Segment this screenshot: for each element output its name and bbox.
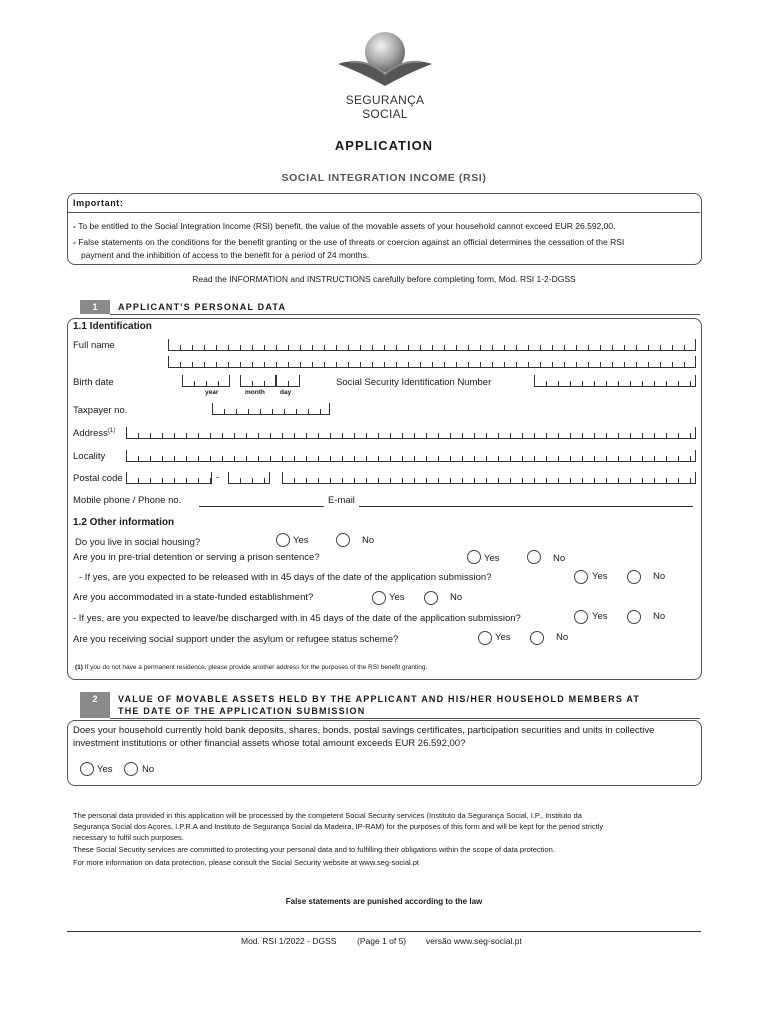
prison-no-radio[interactable] — [527, 550, 541, 564]
question-social-housing: Do you live in social housing? — [75, 537, 201, 548]
assets-yes-label: Yes — [97, 764, 113, 775]
assets-no-radio[interactable] — [124, 762, 138, 776]
taxpayer-field[interactable] — [212, 403, 330, 415]
postal-code-field-2[interactable] — [228, 472, 270, 484]
important-item-1: - To be entitled to the Social Integration Income (RSI) benefit, the value of the movable assets of your household cannot exceed EUR 26.592,00. — [73, 221, 616, 231]
email-label: E-mail — [328, 495, 355, 506]
footer-rule — [67, 931, 701, 932]
section-2-question-line2: investment institutions or other financial assets whose total amount exceeds EUR 26.592,00? — [73, 738, 466, 749]
asylum-no-radio[interactable] — [530, 631, 544, 645]
email-field[interactable] — [359, 506, 693, 507]
address-label: Address$^{(1)}$ — [73, 428, 116, 440]
page-subtitle: SOCIAL INTEGRATION INCOME (RSI) — [281, 172, 487, 184]
birth-date-label: Birth date — [73, 377, 114, 388]
page-title: APPLICATION — [334, 138, 434, 153]
important-divider — [68, 212, 700, 213]
prison-yes-label: Yes — [484, 553, 500, 564]
postal-code-label: Postal code — [73, 473, 123, 484]
ssn-field[interactable] — [534, 375, 696, 387]
section-2-top-line — [110, 718, 700, 719]
question-asylum: Are you receiving social support under the asylum or refugee status scheme? — [73, 634, 399, 645]
full-name-field-line1[interactable] — [168, 339, 696, 351]
question-state-establishment: Are you accommodated in a state-funded establishment? — [73, 592, 314, 603]
asylum-yes-label: Yes — [495, 632, 511, 643]
privacy-paragraph-1 — [73, 810, 703, 843]
full-name-label: Full name — [73, 340, 115, 351]
privacy-line-3: necessary to fulfil such purposes. — [73, 833, 184, 842]
release-yes-label: Yes — [592, 571, 608, 582]
social-housing-no-label: No — [362, 535, 375, 546]
mobile-label: Mobile phone / Phone no. — [73, 495, 182, 506]
assets-no-label: No — [142, 764, 155, 775]
postal-code-dash: - — [216, 472, 220, 483]
taxpayer-label: Taxpayer no. — [73, 405, 128, 416]
privacy-line-2: Segurança Social dos Açores, I.P.R.A and Instituto de Segurança Social da Madeira, IP-RAM) for the purposes of this form and will be kept for the period strictly — [73, 822, 604, 831]
false-statements-note: False statements are punished according to the law — [285, 897, 483, 906]
logo-emblem — [330, 28, 440, 90]
footer-version: versão www.seg-social.pt — [426, 936, 522, 946]
section-2-number: 2 — [80, 692, 110, 718]
important-item-2: - False statements on the conditions for the benefit granting or the use of threats or coercion against an official determines the cessation of the RSI — [73, 237, 625, 247]
release-no-label: No — [653, 571, 666, 582]
month-caption: month — [245, 389, 265, 396]
prison-no-label: No — [553, 553, 566, 564]
postal-locality-field[interactable] — [282, 472, 696, 484]
release-no-radio[interactable] — [627, 570, 641, 584]
mobile-field[interactable] — [199, 506, 324, 507]
privacy-paragraph-2: These Social Security services are committed to protecting your personal data and to fulfilling their obligations within the scope of data protection. — [73, 845, 555, 854]
discharge-yes-label: Yes — [592, 611, 608, 622]
year-caption: year — [205, 389, 219, 396]
locality-label: Locality — [73, 451, 106, 462]
social-housing-yes-radio[interactable] — [276, 533, 290, 547]
question-discharge: - If yes, are you expected to leave/be discharged with in 45 days of the date of the application submission? — [73, 613, 521, 624]
section-1-number: 1 — [80, 300, 110, 314]
logo — [330, 28, 440, 121]
social-housing-yes-label: Yes — [293, 535, 309, 546]
birth-year-field[interactable] — [182, 375, 230, 387]
birth-month-field[interactable] — [240, 375, 276, 387]
day-caption: day — [280, 389, 292, 396]
postal-code-field-1[interactable] — [126, 472, 212, 484]
state-establishment-yes-label: Yes — [389, 592, 405, 603]
logo-text: SEGURANÇA SOCIAL — [345, 93, 425, 121]
social-housing-no-radio[interactable] — [336, 533, 350, 547]
important-item-2-cont: payment and the inhibition of access to the benefit for a period of 24 months. — [81, 250, 370, 260]
read-note: Read the INFORMATION and INSTRUCTIONS carefully before completing form, Mod. RSI 1-2-DGSS — [192, 274, 576, 284]
state-establishment-no-radio[interactable] — [424, 591, 438, 605]
identification-heading: 1.1 Identification — [73, 321, 152, 332]
ssn-label: Social Security Identification Number — [336, 377, 492, 388]
locality-field[interactable] — [126, 450, 696, 462]
footer-page: (Page 1 of 5) — [357, 936, 407, 946]
prison-yes-radio[interactable] — [467, 550, 481, 564]
section-1-top-line — [110, 314, 700, 315]
discharge-no-label: No — [653, 611, 666, 622]
address-field[interactable] — [126, 427, 696, 439]
full-name-field-line2[interactable] — [168, 356, 696, 368]
section-2-heading-line1: VALUE OF MOVABLE ASSETS HELD BY THE APPLICANT AND HIS/HER HOUSEHOLD MEMBERS AT — [118, 694, 641, 704]
question-release: - If yes, are you expected to be released with in 45 days of the date of the application submission? — [79, 572, 492, 583]
state-establishment-yes-radio[interactable] — [372, 591, 386, 605]
important-heading: Important: — [73, 198, 124, 208]
footer-mod: Mod. RSI 1/2022 - DGSS — [241, 936, 337, 946]
release-yes-radio[interactable] — [574, 570, 588, 584]
assets-yes-radio[interactable] — [80, 762, 94, 776]
section-2-heading-line2: THE DATE OF THE APPLICATION SUBMISSION — [118, 706, 366, 716]
footnote: (1) If you do not have a permanent residence, please provide another address for the purposes of the RSI benefit granting. — [75, 664, 428, 671]
other-info-heading: 1.2 Other information — [73, 517, 175, 528]
state-establishment-no-label: No — [450, 592, 463, 603]
discharge-yes-radio[interactable] — [574, 610, 588, 624]
privacy-line-1: The personal data provided in this application will be processed by the competent Social Security services (Instituto da Segurança Social, I.P., Instituto da — [73, 811, 582, 820]
discharge-no-radio[interactable] — [627, 610, 641, 624]
section-1-heading: APPLICANT'S PERSONAL DATA — [118, 302, 287, 312]
birth-day-field[interactable] — [276, 375, 300, 387]
question-prison: Are you in pre-trial detention or serving a prison sentence? — [73, 552, 320, 563]
asylum-no-label: No — [556, 632, 569, 643]
privacy-paragraph-3: For more information on data protection, please consult the Social Security website at www.seg-social.pt — [73, 858, 420, 867]
asylum-yes-radio[interactable] — [478, 631, 492, 645]
section-2-question-line1: Does your household currently hold bank deposits, shares, bonds, postal savings certificates, participation securities and units in collective — [73, 725, 655, 736]
